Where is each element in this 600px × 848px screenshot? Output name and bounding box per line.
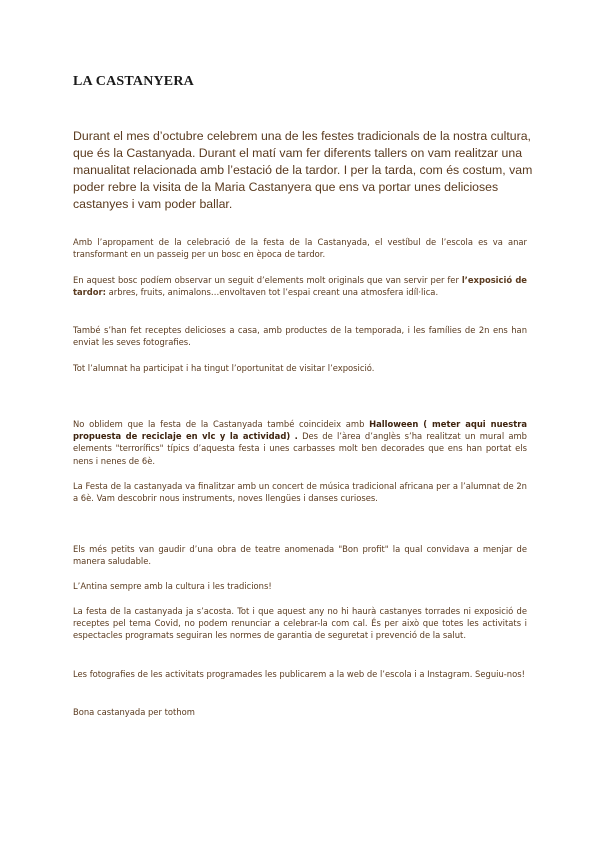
paragraph-halloween [73, 418, 527, 467]
paragraph-fotografies: Les fotografies de les activitats programades les publicarem a la web de l’escola i a Instagram. Seguiu-nos! [73, 669, 525, 679]
paragraph-concert: La Festa de la castanyada va finalitzar amb un concert de música tradicional africana per a l’alumnat de 2n a 6è. Vam descobrir nous instruments, noves llengües i danses curioses. [73, 481, 527, 504]
paragraph-receptes: També s’han fet receptes delicioses a casa, amb productes de la temporada, i les famílies de 2n ens han enviat les seves fotografies. [73, 325, 527, 348]
paragraph-halloween-bold: Halloween ( meter aqui nuestra propuesta de reciclaje en vlc y la actividad) . [73, 419, 527, 442]
paragraph-exposicio [73, 274, 527, 298]
paragraph-halloween-text-2: Des de l’àrea d’anglès s’ha realitzat un mural amb elements "terrorífics" típics d’aquesta festa i unes carbasses molt ben decorades que ens han portat els nens i nenes de 6è. [73, 431, 527, 466]
paragraph-exposicio-text-1: En aquest bosc podíem observar un seguit d’elements molt originals que van servir per fer [73, 275, 462, 285]
paragraph-antina: L’Antina sempre amb la cultura i les tradicions! [73, 581, 272, 591]
paragraph-halloween-text-1: No oblidem que la festa de la Castanyada també coincideix amb [73, 419, 370, 429]
paragraph-teatre: Els més petits van gaudir d’una obra de teatre anomenada "Bon profit" la qual convidava a menjar de manera saludable. [73, 544, 527, 567]
paragraph-closing: Bona castanyada per tothom [73, 707, 195, 717]
paragraph-exposicio-text-2: arbres, fruits, animalons…envoltaven tot l’espai creant una atmosfera idíl·lica. [106, 287, 439, 298]
page-title: LA CASTANYERA [73, 74, 194, 89]
paragraph-exposicio-bold: l’exposició de tardor: [73, 275, 527, 298]
paragraph-participacio: Tot l’alumnat ha participat i ha tingut l’oportunitat de visitar l’exposició. [73, 363, 375, 373]
paragraph-covid: La festa de la castanyada ja s’acosta. Tot i que aquest any no hi haurà castanyes torrades ni exposició de receptes pel tema Covid, no podem renunciar a celebrar-la com cal. És per això que totes les activitats i espectacles programats seguiran les normes de garantia de seguretat i prevenció de la salut. [73, 606, 527, 641]
paragraph-apropament: Amb l’apropament de la celebració de la festa de la Castanyada, el vestíbul de l’escola es va anar transformant en un passeig per un bosc en època de tardor. [73, 237, 527, 260]
intro-paragraph: Durant el mes d’octubre celebrem una de les festes tradicionals de la nostra cultura, que és la Castanyada. Durant el matí vam fer diferents tallers on vam realitzar una manualitat relacionada amb l’estació de la tardor. I per la tarda, com és costum, vam poder rebre la visita de la Maria Castanyera que ens va portar unes delicioses castanyes i vam poder ballar. [73, 129, 533, 211]
